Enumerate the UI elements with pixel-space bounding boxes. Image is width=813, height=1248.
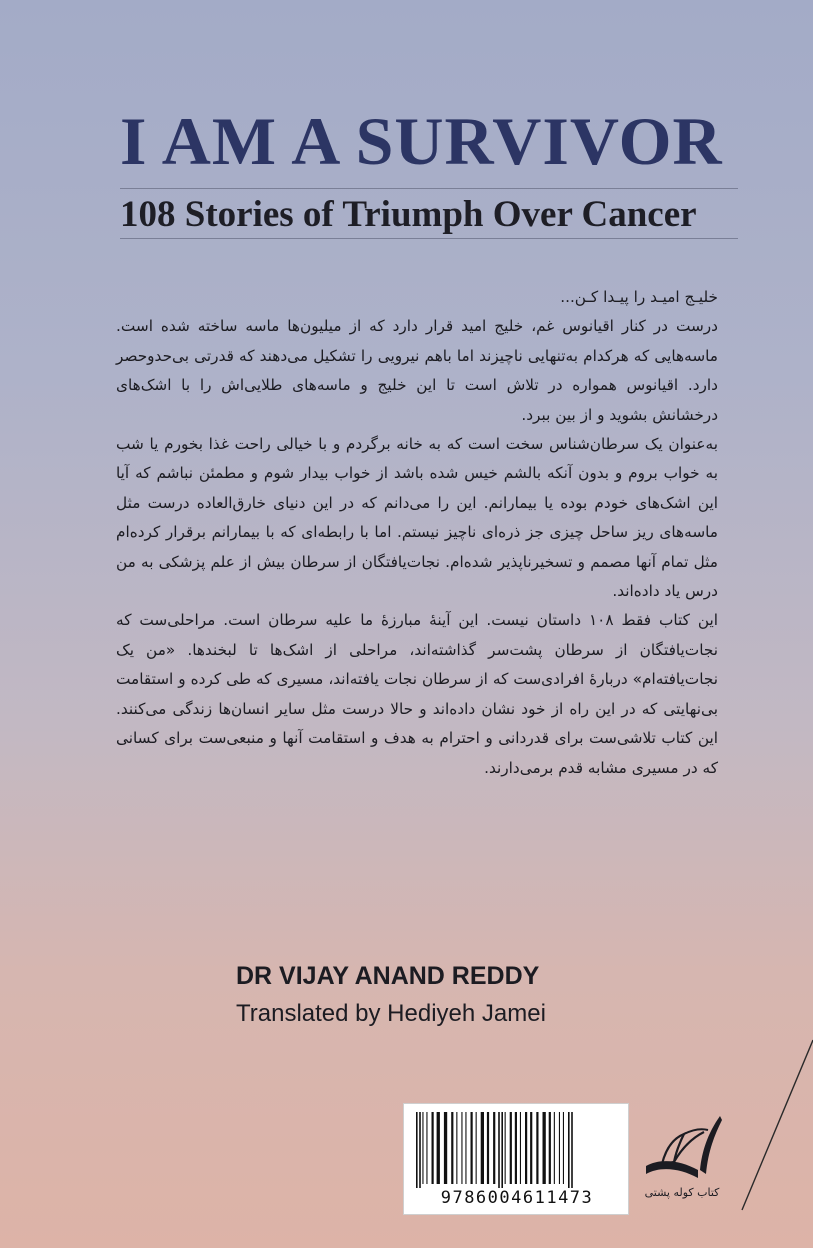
blurb-text (116, 283, 718, 783)
barcode-bar (554, 1112, 555, 1184)
blurb-paragraph: این کتاب فقط ۱۰۸ داستان نیست. این آینهٔ مبارزهٔ ما علیه سرطان است. مراحلی‌ست که نجات‌یافتگان از سرطان پشت‌سر گذاشته‌اند، مراحلی از اشک‌ها تا لبخندها. «من یک نجات‌یافته‌ام» دربارهٔ افرادی‌ست که از سرطان نجات یافته‌اند، مسیری که طی کرده و استقامت بی‌نهایتی که در این راه از خود نشان داده‌اند و حالا درست مثل سایر انسان‌ها زندگی می‌کنند. این کتاب تلاشی‌ست برای قدردانی و احترام به هدف و استقامت آنها و منبعی‌ست برای کسانی که در مسیری مشابه قدم برمی‌دارند. (116, 611, 718, 777)
barcode-bar (493, 1112, 495, 1184)
barcode-bar (505, 1112, 506, 1184)
barcode-bar (571, 1112, 573, 1188)
barcode-bar (501, 1112, 503, 1188)
barcode-bar (432, 1112, 434, 1184)
barcode-bar (426, 1112, 427, 1184)
author-name: DR VIJAY ANAND REDDY (236, 962, 540, 990)
barcode-bar (563, 1112, 564, 1184)
barcode-bar (520, 1112, 521, 1184)
barcode-bar (525, 1112, 527, 1184)
title-divider-top (120, 188, 738, 189)
isbn-number: 9786004611473 (440, 1188, 594, 1208)
barcode-bar (451, 1112, 453, 1184)
barcode-bar (543, 1112, 546, 1184)
publisher-logo-icon (640, 1108, 724, 1186)
barcode-bar (461, 1112, 462, 1184)
publisher-name: کتاب کوله پشتی (644, 1186, 720, 1199)
blurb-paragraph: به‌عنوان یک سرطان‌شناس سخت است که به خانه برگردم و با خیالی راحت غذا بخورم یا شب به خواب بروم و بدون آنکه بالشم خیس شده باشد از خواب بیدار شوم و مطمئن نباشم که آیا این اشک‌های خودم بوده یا بیمارانم. این را می‌دانم که در این دنیای خارق‌العاده درست مثل ماسه‌های ریز ساحل چیزی جز ذره‌ای ناچیز نیستم. اما با رابطه‌ای که با بیمارانم برقرار کرده‌ام مثل تمام آنها مصمم و تسخیرناپذیر شده‌ام. نجات‌یافتگان از سرطان بیش از علم پزشکی به من درس یاد داده‌اند. (116, 435, 718, 601)
isbn-barcode (403, 1103, 629, 1215)
book-title: I AM A SURVIVOR (120, 103, 723, 179)
barcode-bar (515, 1112, 517, 1184)
barcode-bar (465, 1112, 466, 1184)
barcode-bar (471, 1112, 473, 1184)
barcode-bar (487, 1112, 489, 1184)
barcode-bar (416, 1112, 418, 1188)
title-divider-bottom (120, 238, 738, 239)
barcode-bars (412, 1112, 620, 1188)
barcode-bar (559, 1112, 560, 1184)
barcode-bar (444, 1112, 447, 1184)
blurb-paragraph: درست در کنار اقیانوس غم، خلیج امید قرار دارد که از میلیون‌ها ماسه ساخته شده است. ماسه‌هایی که هرکدام به‌تنهایی ناچیزند اما باهم نیرویی را تشکیل می‌دهند که قدرتی بی‌حدوحصر دارد. اقیانوس همواره در تلاش است تا این خلیج و ماسه‌های طلایی‌اش را با اشک‌های درخشانش بشوید و از بین ببرد. (116, 317, 718, 424)
barcode-bar (419, 1112, 421, 1188)
barcode-bar (549, 1112, 551, 1184)
barcode-bar (568, 1112, 570, 1188)
barcode-bar (456, 1112, 457, 1184)
barcode-bar (536, 1112, 538, 1184)
barcode-bar (530, 1112, 532, 1184)
translator-credit: Translated by Hediyeh Jamei (236, 1000, 546, 1027)
barcode-bar (510, 1112, 512, 1184)
barcode-bar (476, 1112, 477, 1184)
barcode-bar (481, 1112, 484, 1184)
barcode-bar (422, 1112, 423, 1184)
book-subtitle: 108 Stories of Triumph Over Cancer (120, 194, 697, 235)
barcode-bar (498, 1112, 500, 1188)
barcode-bar (437, 1112, 440, 1184)
blurb-paragraph: خلیـج امیـد را پیـدا کـن... (560, 288, 718, 306)
